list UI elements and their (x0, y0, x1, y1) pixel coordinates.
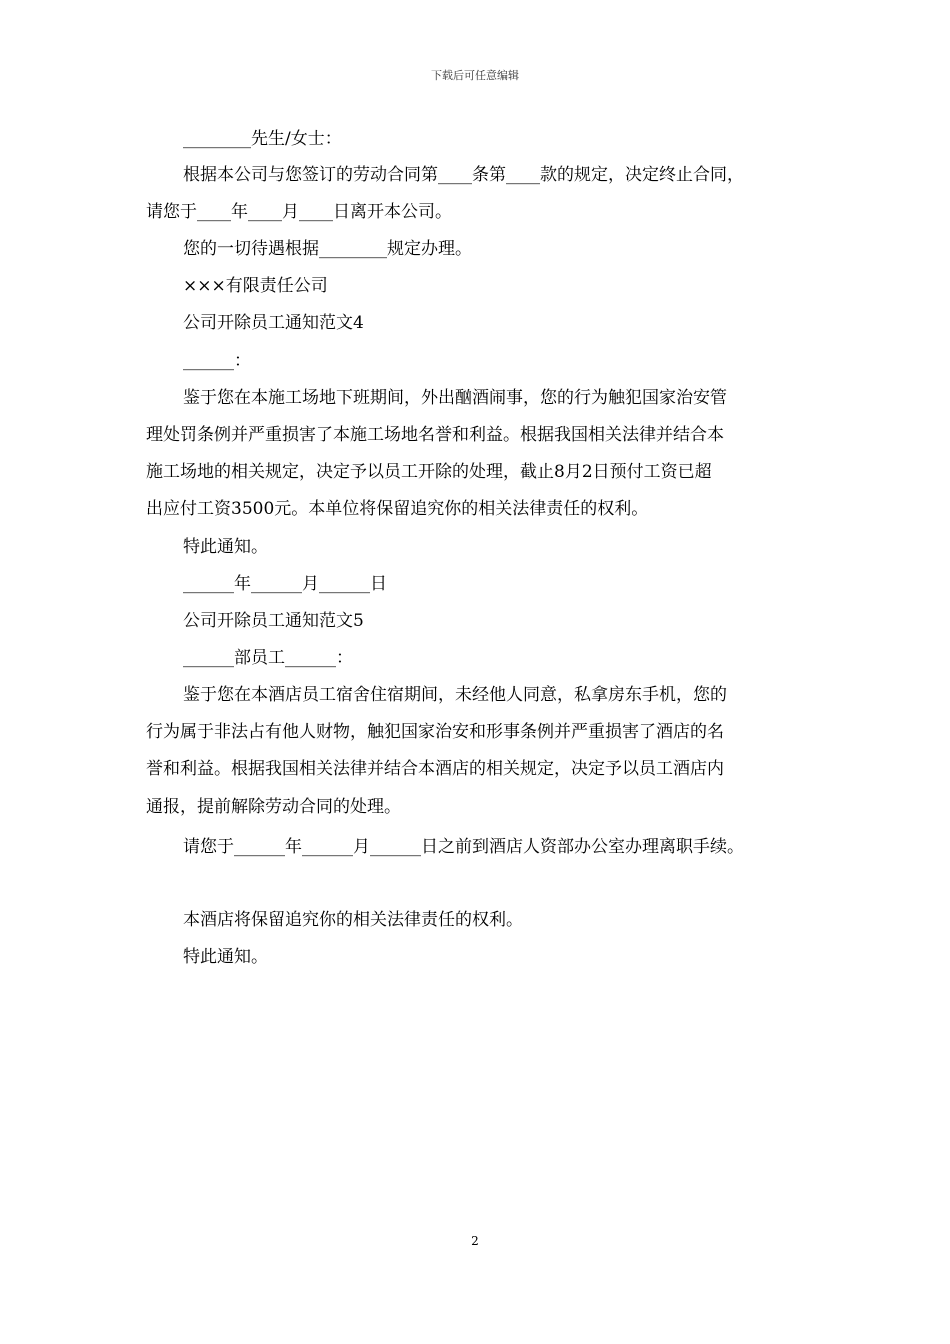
section-title: 公司开除员工通知范文5 (183, 611, 364, 631)
salutation-line: ______： (183, 351, 251, 371)
salutation-line: ______部员工______： (183, 648, 353, 668)
paragraph-line: 根据本公司与您签订的劳动合同第____条第____款的规定，决定终止合同， (183, 165, 744, 185)
company-signature: ×××有限责任公司 (183, 276, 328, 296)
section-title: 公司开除员工通知范文4 (183, 313, 364, 333)
page-header: 下载后可任意编辑 (431, 69, 519, 82)
paragraph-line: 请您于____年____月____日离开本公司。 (146, 202, 452, 222)
paragraph-line: 理处罚条例并严重损害了本施工场地名誉和利益。根据我国相关法律并结合本 (146, 425, 724, 445)
paragraph-line: 行为属于非法占有他人财物，触犯国家治安和形事条例并严重损害了酒店的名 (146, 722, 724, 742)
date-line: ______年______月______日 (183, 574, 387, 594)
paragraph-line: 誉和利益。根据我国相关法律并结合本酒店的相关规定，决定予以员工酒店内 (146, 759, 724, 779)
paragraph-line: 鉴于您在本施工场地下班期间，外出酗酒闹事，您的行为触犯国家治安管 (183, 388, 727, 408)
paragraph-line: 通报，提前解除劳动合同的处理。 (146, 797, 401, 817)
paragraph-line: 请您于______年______月______日之前到酒店人资部办公室办理离职手续。 (183, 837, 744, 857)
paragraph-line: 出应付工资3500元。本单位将保留追究你的相关法律责任的权利。 (146, 499, 649, 519)
page-number: 2 (471, 1234, 479, 1248)
paragraph-line: 您的一切待遇根据________规定办理。 (183, 239, 472, 259)
notice-closing: 特此通知。 (183, 537, 268, 557)
paragraph-line: 鉴于您在本酒店员工宿舍住宿期间，未经他人同意，私拿房东手机，您的 (183, 685, 727, 705)
notice-closing: 特此通知。 (183, 947, 268, 967)
paragraph-line: 本酒店将保留追究你的相关法律责任的权利。 (183, 910, 523, 930)
salutation-line: ________先生/女士： (183, 129, 342, 149)
paragraph-line: 施工场地的相关规定，决定予以员工开除的处理，截止8月2日预付工资已超 (146, 462, 712, 482)
